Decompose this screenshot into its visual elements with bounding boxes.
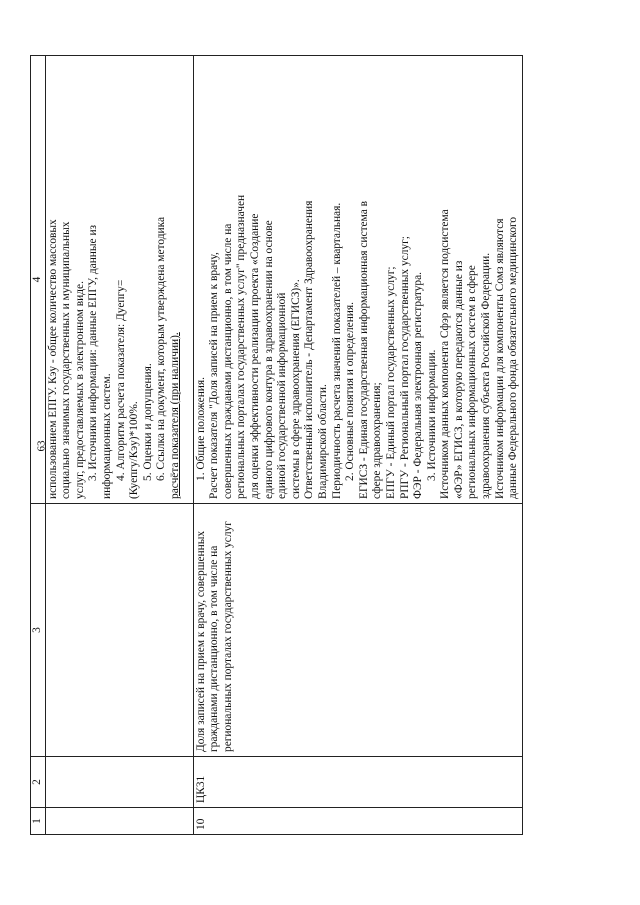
desc-line: социально значимых государственных и муниципальных (60, 221, 73, 499)
desc-line: сфере здравоохранения; (371, 382, 384, 499)
desc-line: Ответственный исполнитель - Департамент Здравоохранения (303, 200, 316, 499)
desc-line: 6. Ссылка на документ, которым утверждена методика (155, 216, 168, 481)
desc-line: здравоохранения субъекта Российской Федерации. (480, 252, 493, 499)
desc-line: 1. Общие положения. (194, 377, 207, 481)
name-line: Доля записей на прием к врачу, совершенных (194, 530, 207, 752)
name-line: гражданами дистанционно, в том числе на (208, 545, 221, 752)
table-row-10 (193, 56, 522, 835)
row-number: 10 (193, 808, 522, 835)
desc-line: информационных систем. (100, 373, 113, 499)
desc-line: 4. Алгоритм расчета показателя: Дуепгу= (114, 279, 127, 481)
desc-line: единой государственной информационной (276, 292, 289, 499)
desc-line: Периодичность расчета значений показателей – квартальная. (330, 202, 343, 499)
desc-line: услуг, предоставляемых в электронном виде. (73, 281, 86, 499)
desc-line: расчёта показателя (при наличии). (168, 332, 181, 499)
table-header-row (31, 56, 46, 835)
desc-line: (Куепгу/Кэу)*100%. (128, 401, 141, 499)
desc-line: региональных информационных систем в сфере (466, 265, 479, 499)
desc-line: ФЭР - Федеральная электронная регистратура. (412, 272, 425, 499)
desc-line: использованием ЕПГУ. Кэу - общее количество массовых (46, 219, 59, 499)
indicator-table (30, 55, 523, 835)
table-row-continued (45, 56, 193, 835)
desc-line: РПГУ - Региональный портал государственных услуг; (398, 236, 411, 499)
header-col-4: 4 (31, 56, 46, 504)
name-line: региональных порталах государственных услуг (221, 521, 234, 752)
desc-line: системы в сфере здравоохранения (ЕГИСЗ)». (289, 279, 302, 499)
indicator-name-cell (193, 504, 522, 757)
page-number: 63 (35, 440, 48, 452)
desc-line: 3. Источники информации: данные ЕПГУ, данные из (87, 224, 100, 481)
header-col-3: 3 (31, 504, 46, 757)
desc-line: ЕГИСЗ - Единая государственная информационная система в (357, 200, 370, 499)
desc-line: 2. Основные понятия и определения. (344, 302, 357, 481)
desc-line: единого цифрового контура в здравоохранении на основе (262, 220, 275, 499)
desc-line: Источником информации для компоненты Сомз являются (493, 218, 506, 499)
continued-description-cell (45, 56, 193, 504)
desc-line: для оценки эффективности реализации проекта «Создание (248, 213, 261, 499)
desc-line: региональных порталах государственных услуг" предназначен (235, 194, 248, 499)
desc-line: 5. Оценки и допущения. (141, 363, 154, 481)
header-col-2: 2 (31, 757, 46, 808)
desc-line: совершенных гражданами дистанционно, в том числе на (221, 223, 234, 499)
desc-line: данные Федерального фонда обязательного медицинского (507, 216, 520, 499)
header-col-1: 1 (31, 808, 46, 835)
cell-empty (45, 757, 193, 808)
rotated-table-container (30, 55, 560, 835)
desc-line: Владимирской области. (316, 384, 329, 499)
desc-line: Расчет показателя "Доля записей на прием к врачу, (208, 252, 221, 499)
desc-line: Источником данных компонента Сфэр является подсистема (439, 209, 452, 499)
desc-line: 3. Источники информации. (425, 349, 438, 481)
cell-empty (45, 504, 193, 757)
desc-line: «ФЭР» ЕГИСЗ, в которую передаются данные из (452, 260, 465, 499)
desc-line: ЕПГУ - Единый портал государственных услуг; (384, 266, 397, 499)
cell-empty (45, 808, 193, 835)
indicator-code: ЦК31 (193, 757, 522, 808)
indicator-description-cell (193, 56, 522, 504)
